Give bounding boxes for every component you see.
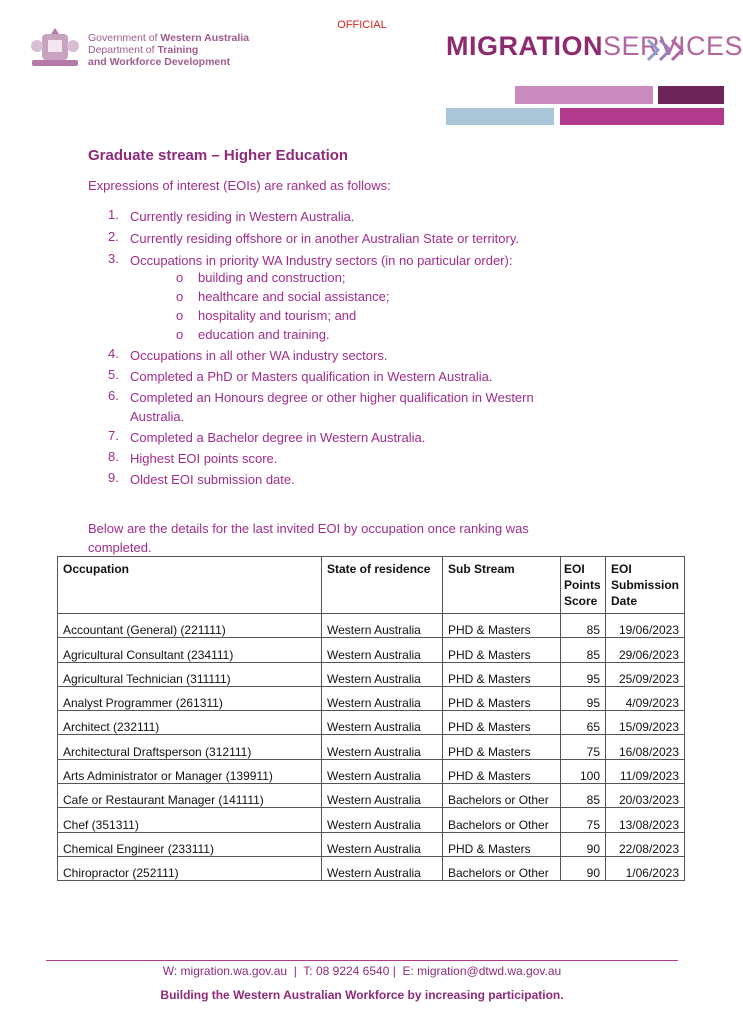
cell-points: 85 [561, 638, 606, 662]
section-heading: Graduate stream – Higher Education [88, 147, 349, 164]
cell-occupation: Arts Administrator or Manager (139911) [58, 759, 322, 783]
list-text: Currently residing offshore or in another Australian State or territory. [130, 231, 519, 246]
cell-substream: PHD & Masters [443, 759, 561, 783]
logo-arrows-icon [646, 36, 696, 64]
cell-points: 85 [561, 784, 606, 808]
cell-state: Western Australia [322, 759, 443, 783]
bullet-icon: o [176, 308, 184, 323]
list-text: Highest EOI points score. [130, 451, 278, 466]
list-text: Completed a Bachelor degree in Western Australia. [130, 430, 426, 445]
footer-contact: W: migration.wa.gov.au | T: 08 9224 6540 | E: migration@dtwd.wa.gov.au [162, 964, 562, 978]
cell-date: 20/03/2023 [606, 784, 685, 808]
table-row [58, 832, 685, 856]
cell-substream: PHD & Masters [443, 638, 561, 662]
cell-points: 90 [561, 856, 606, 880]
decorative-bar [515, 86, 653, 104]
department-name [88, 32, 249, 68]
cell-date: 22/08/2023 [606, 832, 685, 856]
decorative-bar [658, 86, 724, 104]
cell-substream: PHD & Masters [443, 686, 561, 710]
cell-date: 29/06/2023 [606, 638, 685, 662]
bullet-icon: o [176, 289, 184, 304]
cell-date: 15/09/2023 [606, 711, 685, 735]
cell-date: 13/08/2023 [606, 808, 685, 832]
table-header-row [58, 557, 685, 614]
cell-date: 11/09/2023 [606, 759, 685, 783]
cell-substream: PHD & Masters [443, 614, 561, 638]
cell-occupation: Agricultural Consultant (234111) [58, 638, 322, 662]
sector-text: building and construction; [198, 270, 346, 285]
list-text: Currently residing in Western Australia. [130, 209, 355, 224]
gov-line3-bold: and Workforce Development [88, 56, 231, 68]
cell-points: 95 [561, 662, 606, 686]
list-text: Occupations in priority WA Industry sectors (in no particular order): [130, 253, 513, 268]
cell-occupation: Chiropractor (252111) [58, 856, 322, 880]
table-row [58, 686, 685, 710]
cell-substream: PHD & Masters [443, 735, 561, 759]
cell-points: 65 [561, 711, 606, 735]
sector-text: education and training. [198, 327, 330, 342]
list-text: Occupations in all other WA industry sectors. [130, 348, 388, 363]
list-number: 9. [108, 470, 119, 485]
cell-state: Western Australia [322, 808, 443, 832]
table-row [58, 735, 685, 759]
table-row [58, 759, 685, 783]
list-number: 7. [108, 428, 119, 443]
table-row [58, 808, 685, 832]
table-row [58, 614, 685, 638]
cell-substream: PHD & Masters [443, 832, 561, 856]
footer-divider [46, 960, 678, 961]
cell-state: Western Australia [322, 832, 443, 856]
cell-points: 90 [561, 832, 606, 856]
bullet-icon: o [176, 327, 184, 342]
sector-text: hospitality and tourism; and [198, 308, 357, 323]
cell-state: Western Australia [322, 711, 443, 735]
logo-services-text: SERVICES [602, 31, 743, 61]
list-number: 2. [108, 229, 119, 244]
table-row [58, 662, 685, 686]
invited-eoi-table [57, 556, 685, 881]
cell-state: Western Australia [322, 735, 443, 759]
cell-date: 16/08/2023 [606, 735, 685, 759]
table-row [58, 638, 685, 662]
sector-text: healthcare and social assistance; [198, 289, 390, 304]
cell-substream: Bachelors or Other [443, 784, 561, 808]
header-points: EOI Points Score [561, 557, 606, 614]
list-text: Oldest EOI submission date. [130, 472, 295, 487]
migration-services-logo [446, 31, 743, 62]
list-text: Completed a PhD or Masters qualification in Western Australia. [130, 369, 493, 384]
decorative-bar [446, 108, 554, 125]
classification-label: OFFICIAL [337, 19, 387, 31]
header-date: EOI Submission Date [606, 557, 685, 614]
list-number: 4. [108, 346, 119, 361]
cell-occupation: Cafe or Restaurant Manager (141111) [58, 784, 322, 808]
cell-occupation: Chef (351311) [58, 808, 322, 832]
cell-date: 4/09/2023 [606, 686, 685, 710]
header-state: State of residence [322, 557, 443, 614]
cell-state: Western Australia [322, 614, 443, 638]
cell-state: Western Australia [322, 662, 443, 686]
cell-occupation: Architectural Draftsperson (312111) [58, 735, 322, 759]
cell-points: 100 [561, 759, 606, 783]
cell-occupation: Analyst Programmer (261311) [58, 686, 322, 710]
list-number: 1. [108, 207, 119, 222]
decorative-bar [560, 108, 724, 125]
cell-points: 85 [561, 614, 606, 638]
cell-substream: Bachelors or Other [443, 808, 561, 832]
cell-substream: PHD & Masters [443, 711, 561, 735]
cell-occupation: Architect (232111) [58, 711, 322, 735]
cell-occupation: Chemical Engineer (233111) [58, 832, 322, 856]
cell-occupation: Agricultural Technician (311111) [58, 662, 322, 686]
cell-occupation: Accountant (General) (221111) [58, 614, 322, 638]
cell-state: Western Australia [322, 856, 443, 880]
gov-line1-bold: Western Australia [160, 32, 250, 44]
gov-line1-prefix: Government of [88, 32, 161, 44]
list-number: 3. [108, 251, 119, 266]
list-number: 8. [108, 449, 119, 464]
bullet-icon: o [176, 270, 184, 285]
table-intro: Below are the details for the last invited EOI by occupation once ranking was completed. [88, 521, 529, 555]
cell-points: 95 [561, 686, 606, 710]
footer-tagline: Building the Western Australian Workforce by increasing participation. [160, 988, 564, 1002]
cell-points: 75 [561, 735, 606, 759]
header-substream: Sub Stream [443, 557, 561, 614]
cell-state: Western Australia [322, 686, 443, 710]
gov-line2-bold: Training [157, 44, 199, 56]
list-number: 6. [108, 388, 119, 403]
wa-government-crest-icon [28, 26, 82, 70]
cell-date: 25/09/2023 [606, 662, 685, 686]
cell-points: 75 [561, 808, 606, 832]
header-occupation: Occupation [58, 557, 322, 614]
cell-date: 1/06/2023 [606, 856, 685, 880]
ranking-intro: Expressions of interest (EOIs) are ranked as follows: [88, 178, 391, 193]
logo-migration-text: MIGRATION [446, 31, 603, 61]
cell-state: Western Australia [322, 784, 443, 808]
cell-substream: Bachelors or Other [443, 856, 561, 880]
cell-state: Western Australia [322, 638, 443, 662]
table-row [58, 856, 685, 880]
cell-date: 19/06/2023 [606, 614, 685, 638]
list-text: Completed an Honours degree or other higher qualification in Western Australia. [130, 390, 534, 424]
table-row [58, 711, 685, 735]
cell-substream: PHD & Masters [443, 662, 561, 686]
table-row [58, 784, 685, 808]
gov-line2-prefix: Department of [88, 44, 158, 56]
list-number: 5. [108, 367, 119, 382]
